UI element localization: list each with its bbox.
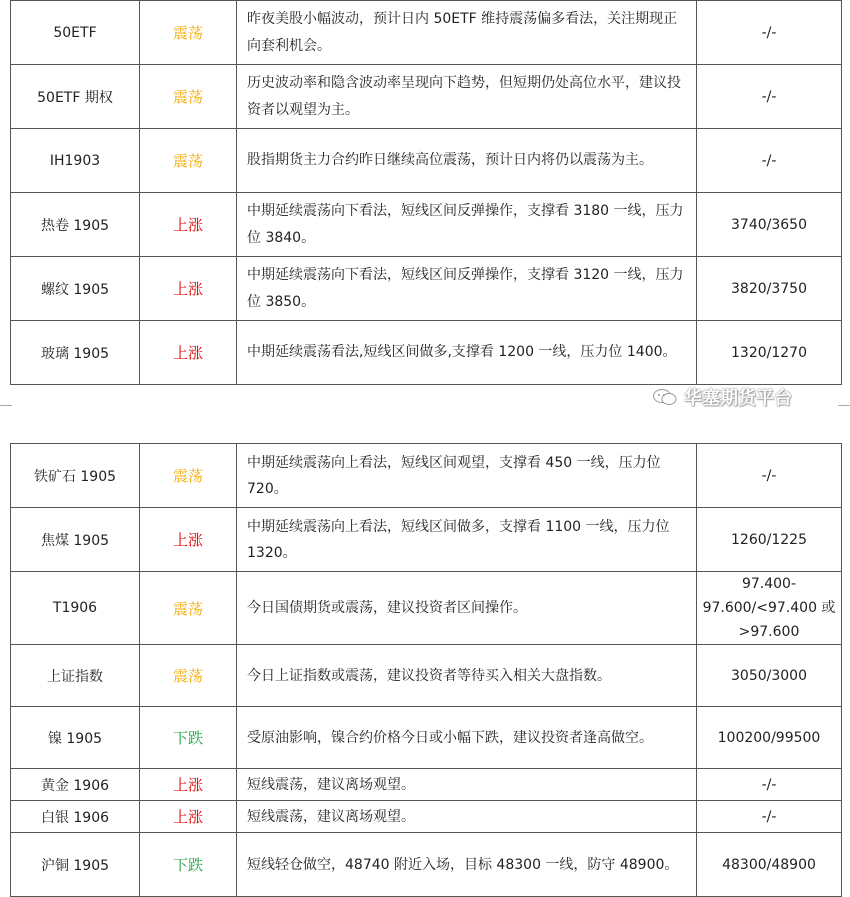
- table-row: [11, 645, 842, 707]
- table-row: [11, 65, 842, 129]
- instrument-name: 黄金 1906: [11, 769, 140, 801]
- wechat-icon: [652, 387, 678, 407]
- direction-label: 上涨: [140, 508, 237, 572]
- analysis-text: 中期延续震荡向上看法，短线区间做多，支撑看 1100 一线，压力位 1320。: [237, 508, 697, 572]
- table-row: [11, 321, 842, 385]
- instrument-name: 白银 1906: [11, 801, 140, 833]
- page-divider-right: [838, 405, 850, 406]
- direction-label: 上涨: [140, 769, 237, 801]
- analysis-text: 短线震荡，建议离场观望。: [237, 801, 697, 833]
- instrument-name: 玻璃 1905: [11, 321, 140, 385]
- direction-label: 震荡: [140, 65, 237, 129]
- direction-label: 上涨: [140, 321, 237, 385]
- analysis-text: 股指期货主力合约昨日继续高位震荡，预计日内将仍以震荡为主。: [237, 129, 697, 193]
- price-range: -/-: [697, 1, 842, 65]
- analysis-text: 中期延续震荡向下看法，短线区间反弹操作，支撑看 3120 一线，压力位 3850。: [237, 257, 697, 321]
- instrument-name: IH1903: [11, 129, 140, 193]
- direction-label: 震荡: [140, 572, 237, 645]
- instrument-name: 镍 1905: [11, 707, 140, 769]
- price-range: -/-: [697, 65, 842, 129]
- direction-label: 震荡: [140, 444, 237, 508]
- watermark: [652, 384, 792, 410]
- page-divider-left: [0, 405, 12, 406]
- instrument-name: 热卷 1905: [11, 193, 140, 257]
- table-row: [11, 193, 842, 257]
- futures-table-bottom: [10, 443, 842, 897]
- table-row: [11, 801, 842, 833]
- price-range: -/-: [697, 129, 842, 193]
- futures-table-top: [10, 0, 842, 385]
- analysis-text: 中期延续震荡向上看法，短线区间观望，支撑看 450 一线，压力位 720。: [237, 444, 697, 508]
- table-row: [11, 129, 842, 193]
- table-row: [11, 444, 842, 508]
- instrument-name: 沪铜 1905: [11, 833, 140, 897]
- instrument-name: 50ETF 期权: [11, 65, 140, 129]
- table-row: [11, 572, 842, 645]
- analysis-text: 历史波动率和隐含波动率呈现向下趋势，但短期仍处高位水平，建议投资者以观望为主。: [237, 65, 697, 129]
- instrument-name: 铁矿石 1905: [11, 444, 140, 508]
- table-row: [11, 707, 842, 769]
- direction-label: 上涨: [140, 257, 237, 321]
- price-range: 1320/1270: [697, 321, 842, 385]
- table-row: [11, 257, 842, 321]
- direction-label: 上涨: [140, 193, 237, 257]
- price-range: 97.400-97.600/<97.400 或>97.600: [697, 572, 842, 645]
- price-range: 48300/48900: [697, 833, 842, 897]
- instrument-name: T1906: [11, 572, 140, 645]
- table-row: [11, 833, 842, 897]
- analysis-text: 中期延续震荡看法,短线区间做多,支撑看 1200 一线，压力位 1400。: [237, 321, 697, 385]
- analysis-text: 中期延续震荡向下看法，短线区间反弹操作，支撑看 3180 一线，压力位 3840。: [237, 193, 697, 257]
- instrument-name: 50ETF: [11, 1, 140, 65]
- analysis-text: 受原油影响，镍合约价格今日或小幅下跌，建议投资者逢高做空。: [237, 707, 697, 769]
- instrument-name: 焦煤 1905: [11, 508, 140, 572]
- analysis-text: 今日上证指数或震荡，建议投资者等待买入相关大盘指数。: [237, 645, 697, 707]
- analysis-text: 短线震荡，建议离场观望。: [237, 769, 697, 801]
- direction-label: 震荡: [140, 645, 237, 707]
- price-range: -/-: [697, 444, 842, 508]
- direction-label: 震荡: [140, 129, 237, 193]
- direction-label: 下跌: [140, 833, 237, 897]
- direction-label: 下跌: [140, 707, 237, 769]
- table-row: [11, 769, 842, 801]
- analysis-text: 今日国债期货或震荡，建议投资者区间操作。: [237, 572, 697, 645]
- table-row: [11, 508, 842, 572]
- price-range: 3050/3000: [697, 645, 842, 707]
- direction-label: 上涨: [140, 801, 237, 833]
- price-range: 1260/1225: [697, 508, 842, 572]
- price-range: 100200/99500: [697, 707, 842, 769]
- price-range: 3820/3750: [697, 257, 842, 321]
- analysis-text: 昨夜美股小幅波动，预计日内 50ETF 维持震荡偏多看法，关注期现正向套利机会。: [237, 1, 697, 65]
- watermark-text: 华塞期货平台: [684, 388, 792, 409]
- direction-label: 震荡: [140, 1, 237, 65]
- price-range: -/-: [697, 801, 842, 833]
- price-range: -/-: [697, 769, 842, 801]
- instrument-name: 螺纹 1905: [11, 257, 140, 321]
- instrument-name: 上证指数: [11, 645, 140, 707]
- analysis-text: 短线轻仓做空，48740 附近入场，目标 48300 一线，防守 48900。: [237, 833, 697, 897]
- table-row: [11, 1, 842, 65]
- price-range: 3740/3650: [697, 193, 842, 257]
